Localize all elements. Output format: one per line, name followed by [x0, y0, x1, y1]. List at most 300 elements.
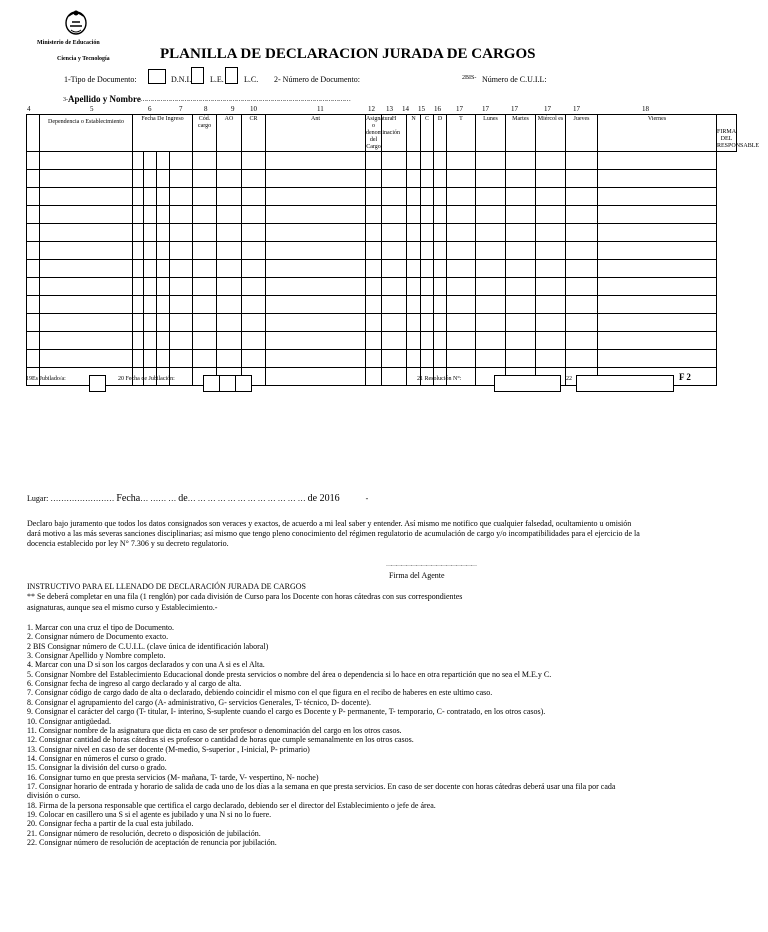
table-cell[interactable]	[421, 188, 434, 206]
table-cell[interactable]	[566, 278, 598, 296]
table-cell[interactable]	[170, 260, 193, 278]
instruction-item: 18. Firma de la persona responsable que certifica el cargo declarado, debiendo ser el director del Establecimiento o jefe de área.	[27, 800, 436, 810]
table-cell[interactable]	[536, 260, 566, 278]
lc-label: L.C.	[244, 75, 259, 84]
table-cell[interactable]	[407, 170, 421, 188]
dni-checkbox[interactable]	[191, 67, 204, 84]
table-cell[interactable]	[421, 152, 434, 170]
table-cell[interactable]	[366, 314, 382, 332]
table-cell[interactable]	[434, 278, 447, 296]
table-cell[interactable]	[598, 278, 717, 296]
le-checkbox[interactable]	[225, 67, 238, 84]
table-cell[interactable]	[536, 296, 566, 314]
table-cell[interactable]	[40, 278, 133, 296]
table-cell[interactable]	[133, 224, 144, 242]
table-cell[interactable]	[266, 296, 366, 314]
instruction-item: 2 BIS Consignar número de C.U.I.L. (clave única de identificación laboral)	[27, 641, 269, 651]
table-cell[interactable]	[447, 188, 476, 206]
table-cell[interactable]	[506, 188, 536, 206]
table-cell[interactable]	[170, 314, 193, 332]
table-cell[interactable]	[157, 260, 170, 278]
table-cell[interactable]	[421, 350, 434, 368]
table-cell[interactable]	[193, 296, 217, 314]
table-cell[interactable]	[144, 242, 157, 260]
table-cell[interactable]	[382, 260, 407, 278]
table-cell[interactable]	[27, 224, 40, 242]
table-cell[interactable]	[217, 296, 242, 314]
table-cell[interactable]	[193, 188, 217, 206]
table-cell[interactable]	[27, 314, 40, 332]
col-num: 17	[544, 105, 551, 113]
table-cell[interactable]	[217, 332, 242, 350]
doc-type-box[interactable]	[148, 69, 166, 84]
table-cell[interactable]	[382, 368, 407, 386]
table-cell[interactable]	[536, 314, 566, 332]
table-cell[interactable]	[447, 350, 476, 368]
table-cell[interactable]	[242, 260, 266, 278]
instruction-item: 5. Consignar Nombre del Establecimiento Educacional donde presta servicios o nombre del área o dependencia si lo hace en otra repartición que no sea el M.E.y C.	[27, 669, 552, 679]
table-cell[interactable]	[421, 206, 434, 224]
table-cell[interactable]	[598, 224, 717, 242]
table-cell[interactable]	[266, 152, 366, 170]
table-cell[interactable]	[506, 224, 536, 242]
table-cell[interactable]	[133, 332, 144, 350]
table-cell[interactable]	[536, 350, 566, 368]
table-cell[interactable]	[506, 296, 536, 314]
table-cell[interactable]	[407, 260, 421, 278]
table-cell[interactable]	[144, 332, 157, 350]
table-cell[interactable]	[170, 224, 193, 242]
table-cell[interactable]	[193, 332, 217, 350]
name-field[interactable]: ……………………………………………………………………………………………	[140, 95, 350, 103]
table-cell[interactable]	[598, 188, 717, 206]
table-cell[interactable]	[434, 188, 447, 206]
table-cell[interactable]	[266, 206, 366, 224]
table-cell[interactable]	[476, 350, 506, 368]
col-num: 13	[386, 105, 393, 113]
table-cell[interactable]	[40, 350, 133, 368]
table-cell[interactable]	[566, 350, 598, 368]
table-cell[interactable]	[157, 296, 170, 314]
header-cod: Cód. cargo	[193, 115, 217, 152]
jubilado-box[interactable]	[89, 375, 106, 392]
table-cell[interactable]	[407, 296, 421, 314]
table-cell[interactable]	[366, 242, 382, 260]
header-cr: CR	[242, 115, 266, 152]
table-cell[interactable]	[217, 260, 242, 278]
table-cell[interactable]	[421, 242, 434, 260]
table-cell[interactable]	[133, 260, 144, 278]
table-cell[interactable]	[407, 152, 421, 170]
table-cell[interactable]	[476, 188, 506, 206]
table-cell[interactable]	[598, 242, 717, 260]
table-cell[interactable]	[407, 188, 421, 206]
table-cell[interactable]	[421, 314, 434, 332]
table-cell[interactable]	[536, 224, 566, 242]
table-cell[interactable]	[476, 206, 506, 224]
fecha-jub-box-year[interactable]	[235, 375, 252, 392]
declaration-line: dará motivo a las más severas sanciones disciplinarias; así mismo que tengo pleno conocimiento del régimen regulatorio de acumulación de cargo y/o incompatibilidades para el ejercicio de la	[27, 529, 640, 538]
table-row	[27, 170, 737, 188]
table-cell[interactable]	[144, 260, 157, 278]
table-cell[interactable]	[447, 278, 476, 296]
table-cell[interactable]	[27, 152, 40, 170]
table-cell[interactable]	[40, 224, 133, 242]
table-cell[interactable]	[193, 278, 217, 296]
table-cell[interactable]	[382, 350, 407, 368]
table-cell[interactable]	[217, 206, 242, 224]
table-cell[interactable]	[536, 206, 566, 224]
table-cell[interactable]	[157, 314, 170, 332]
table-cell[interactable]	[266, 278, 366, 296]
table-cell[interactable]	[536, 188, 566, 206]
table-cell[interactable]	[598, 332, 717, 350]
table-cell[interactable]	[382, 188, 407, 206]
table-cell[interactable]	[566, 152, 598, 170]
table-cell[interactable]	[170, 188, 193, 206]
table-cell[interactable]	[434, 206, 447, 224]
table-cell[interactable]	[27, 206, 40, 224]
table-cell[interactable]	[144, 206, 157, 224]
table-cell[interactable]	[566, 332, 598, 350]
table-cell[interactable]	[536, 278, 566, 296]
table-cell[interactable]	[434, 332, 447, 350]
table-cell[interactable]	[566, 188, 598, 206]
table-cell[interactable]	[421, 278, 434, 296]
table-cell[interactable]	[447, 152, 476, 170]
table-cell[interactable]	[157, 332, 170, 350]
table-cell[interactable]	[170, 170, 193, 188]
table-cell[interactable]	[170, 242, 193, 260]
table-cell[interactable]	[434, 314, 447, 332]
table-cell[interactable]	[170, 350, 193, 368]
table-cell[interactable]	[133, 296, 144, 314]
table-cell[interactable]	[447, 242, 476, 260]
table-cell[interactable]	[144, 296, 157, 314]
table-cell[interactable]	[144, 314, 157, 332]
table-cell[interactable]	[506, 170, 536, 188]
table-cell[interactable]	[217, 314, 242, 332]
table-cell[interactable]	[40, 314, 133, 332]
table-cell[interactable]	[193, 314, 217, 332]
table-cell[interactable]	[407, 224, 421, 242]
table-cell[interactable]	[366, 368, 382, 386]
table-cell[interactable]	[366, 296, 382, 314]
table-cell[interactable]	[434, 350, 447, 368]
table-cell[interactable]	[366, 332, 382, 350]
table-cell[interactable]	[144, 224, 157, 242]
table-cell[interactable]	[506, 332, 536, 350]
table-cell[interactable]	[27, 260, 40, 278]
table-cell[interactable]	[133, 242, 144, 260]
table-cell[interactable]	[242, 152, 266, 170]
table-cell[interactable]	[242, 350, 266, 368]
table-cell[interactable]	[598, 206, 717, 224]
instructions-title: INSTRUCTIVO PARA EL LLENADO DE DECLARACIÓN JURADA DE CARGOS	[27, 582, 306, 591]
table-cell[interactable]	[40, 206, 133, 224]
table-cell[interactable]	[266, 314, 366, 332]
dni-label: D.N.I.	[171, 75, 192, 84]
table-cell[interactable]	[170, 296, 193, 314]
table-cell[interactable]	[27, 350, 40, 368]
table-cell[interactable]	[133, 350, 144, 368]
header-n: N	[407, 115, 421, 152]
resolucion-box[interactable]	[494, 375, 561, 392]
table-cell[interactable]	[366, 278, 382, 296]
table-cell[interactable]	[242, 206, 266, 224]
table-cell[interactable]	[476, 170, 506, 188]
table-cell[interactable]	[407, 242, 421, 260]
table-cell[interactable]	[407, 206, 421, 224]
table-cell[interactable]	[217, 152, 242, 170]
table-cell[interactable]	[566, 206, 598, 224]
table-cell[interactable]	[598, 314, 717, 332]
header-t: T	[447, 115, 476, 152]
table-cell[interactable]	[447, 296, 476, 314]
table-cell[interactable]	[193, 206, 217, 224]
table-cell[interactable]	[366, 260, 382, 278]
table-cell[interactable]	[382, 206, 407, 224]
table-cell[interactable]	[407, 278, 421, 296]
table-cell[interactable]	[598, 152, 717, 170]
table-cell[interactable]	[382, 224, 407, 242]
table-cell[interactable]	[266, 224, 366, 242]
table-cell[interactable]	[447, 224, 476, 242]
table-cell[interactable]	[133, 170, 144, 188]
table-cell[interactable]	[144, 188, 157, 206]
table-cell[interactable]	[242, 314, 266, 332]
table-row	[27, 242, 737, 260]
table-row	[27, 332, 737, 350]
table-cell[interactable]	[447, 260, 476, 278]
table-cell[interactable]	[506, 206, 536, 224]
table-cell[interactable]	[40, 170, 133, 188]
table-cell[interactable]	[144, 350, 157, 368]
table-cell[interactable]	[434, 152, 447, 170]
table-cell[interactable]	[170, 206, 193, 224]
table-cell[interactable]	[157, 242, 170, 260]
table-row	[27, 350, 737, 368]
fecha-day-field[interactable]: … …… …	[140, 494, 177, 503]
table-cell[interactable]	[434, 170, 447, 188]
table-cell[interactable]	[476, 152, 506, 170]
table-row	[27, 260, 737, 278]
table-cell[interactable]	[506, 242, 536, 260]
table-cell[interactable]	[27, 332, 40, 350]
table-cell[interactable]	[40, 260, 133, 278]
fecha-jub-box-month[interactable]	[219, 375, 236, 392]
table-cell[interactable]	[193, 242, 217, 260]
table-cell[interactable]	[40, 188, 133, 206]
table-cell[interactable]	[193, 350, 217, 368]
table-cell[interactable]	[598, 260, 717, 278]
table-cell[interactable]	[217, 224, 242, 242]
table-cell[interactable]	[157, 188, 170, 206]
table-cell[interactable]	[157, 224, 170, 242]
table-cell[interactable]	[193, 152, 217, 170]
table-cell[interactable]	[40, 152, 133, 170]
fecha-jub-box-day[interactable]	[203, 375, 220, 392]
table-cell[interactable]	[366, 170, 382, 188]
table-cell[interactable]	[27, 242, 40, 260]
table-cell[interactable]	[476, 278, 506, 296]
declaration-text	[27, 519, 640, 549]
table-cell[interactable]	[366, 224, 382, 242]
col-num: 18	[642, 105, 649, 113]
table-cell[interactable]	[382, 170, 407, 188]
table-cell[interactable]	[447, 170, 476, 188]
table-cell[interactable]	[366, 350, 382, 368]
header-fecha: Fecha De Ingreso	[133, 115, 193, 152]
table-cell[interactable]	[157, 350, 170, 368]
table-cell[interactable]	[266, 332, 366, 350]
table-cell[interactable]	[40, 296, 133, 314]
table-cell[interactable]	[434, 260, 447, 278]
header-asignatura: Asignatura o denominación del Cargo	[366, 116, 401, 150]
table-cell[interactable]	[536, 332, 566, 350]
table-cell[interactable]	[407, 350, 421, 368]
table-cell[interactable]	[266, 188, 366, 206]
n22-box[interactable]	[576, 375, 674, 392]
table-cell[interactable]	[536, 152, 566, 170]
table-cell[interactable]	[266, 368, 366, 386]
table-cell[interactable]	[476, 332, 506, 350]
table-row	[27, 206, 737, 224]
table-cell[interactable]	[133, 278, 144, 296]
table-row	[27, 188, 737, 206]
table-cell[interactable]	[598, 350, 717, 368]
table-cell[interactable]	[266, 242, 366, 260]
table-cell[interactable]	[476, 296, 506, 314]
name-label: Apellido y Nombre	[68, 94, 141, 104]
table-cell[interactable]	[144, 152, 157, 170]
table-cell[interactable]	[144, 170, 157, 188]
table-cell[interactable]	[506, 260, 536, 278]
table-cell[interactable]	[382, 314, 407, 332]
table-cell[interactable]	[157, 152, 170, 170]
table-cell[interactable]	[536, 170, 566, 188]
table-cell[interactable]	[27, 296, 40, 314]
table-cell[interactable]	[566, 260, 598, 278]
table-cell[interactable]	[407, 332, 421, 350]
table-cell[interactable]	[217, 170, 242, 188]
table-cell[interactable]	[266, 260, 366, 278]
table-cell[interactable]	[40, 332, 133, 350]
table-cell[interactable]	[27, 278, 40, 296]
table-cell[interactable]	[170, 332, 193, 350]
table-cell[interactable]	[447, 314, 476, 332]
table-cell[interactable]	[366, 152, 382, 170]
year-label: de 2016	[307, 493, 340, 504]
table-cell[interactable]	[421, 170, 434, 188]
table-cell[interactable]	[476, 224, 506, 242]
table-cell[interactable]	[157, 206, 170, 224]
table-cell[interactable]	[193, 260, 217, 278]
table-cell[interactable]	[598, 170, 717, 188]
table-cell[interactable]	[382, 242, 407, 260]
table-cell[interactable]	[506, 314, 536, 332]
table-cell[interactable]	[566, 314, 598, 332]
table-cell[interactable]	[598, 296, 717, 314]
table-cell[interactable]	[434, 296, 447, 314]
table-cell[interactable]	[217, 278, 242, 296]
table-cell[interactable]	[157, 278, 170, 296]
fecha-month-field[interactable]: … … … … … … … … … … … …	[187, 494, 306, 503]
table-cell[interactable]	[566, 296, 598, 314]
instruction-item: 6. Consignar fecha de ingreso al cargo declarado y al cargo de alta.	[27, 679, 242, 689]
table-cell[interactable]	[242, 296, 266, 314]
table-cell[interactable]	[506, 152, 536, 170]
cargos-table	[26, 114, 760, 386]
ministry-seal-icon	[63, 8, 89, 36]
table-cell[interactable]	[421, 332, 434, 350]
table-cell[interactable]	[382, 332, 407, 350]
table-cell[interactable]	[144, 278, 157, 296]
table-cell[interactable]	[40, 242, 133, 260]
col-num: 9	[231, 105, 235, 113]
table-cell[interactable]	[382, 278, 407, 296]
table-cell[interactable]	[133, 188, 144, 206]
table-cell[interactable]	[407, 314, 421, 332]
table-cell[interactable]	[506, 350, 536, 368]
table-cell[interactable]	[242, 170, 266, 188]
table-cell[interactable]	[242, 332, 266, 350]
table-cell[interactable]	[170, 152, 193, 170]
table-cell[interactable]	[217, 350, 242, 368]
table-cell[interactable]	[242, 278, 266, 296]
table-cell[interactable]	[566, 224, 598, 242]
table-cell[interactable]	[242, 224, 266, 242]
table-cell[interactable]	[366, 206, 382, 224]
table-cell[interactable]	[536, 242, 566, 260]
instruction-item: 21. Consignar número de resolución, decreto o disposición de jubilación.	[27, 828, 261, 838]
table-cell[interactable]	[434, 242, 447, 260]
table-cell[interactable]	[170, 278, 193, 296]
table-cell[interactable]	[476, 314, 506, 332]
table-cell[interactable]	[421, 296, 434, 314]
table-cell[interactable]	[133, 152, 144, 170]
instruction-item: 22. Consignar número de resolución de aceptación de renuncia por jubilación.	[27, 838, 277, 848]
table-cell[interactable]	[447, 332, 476, 350]
header-h: H	[382, 115, 407, 152]
table-cell[interactable]	[193, 224, 217, 242]
table-cell[interactable]	[421, 224, 434, 242]
table-cell[interactable]	[27, 188, 40, 206]
table-cell[interactable]	[434, 224, 447, 242]
table-cell[interactable]	[242, 188, 266, 206]
table-cell[interactable]	[133, 206, 144, 224]
table-cell[interactable]	[242, 242, 266, 260]
table-cell[interactable]	[566, 242, 598, 260]
table-cell[interactable]	[506, 278, 536, 296]
table-cell[interactable]	[366, 188, 382, 206]
table-cell[interactable]	[266, 170, 366, 188]
table-cell[interactable]	[193, 170, 217, 188]
table-cell[interactable]	[566, 170, 598, 188]
table-cell[interactable]	[217, 242, 242, 260]
table-cell[interactable]	[476, 242, 506, 260]
table-cell[interactable]	[421, 260, 434, 278]
table-cell[interactable]	[133, 314, 144, 332]
table-cell[interactable]	[27, 170, 40, 188]
table-cell[interactable]	[217, 188, 242, 206]
table-cell[interactable]	[157, 170, 170, 188]
table-cell[interactable]	[266, 350, 366, 368]
table-cell[interactable]	[447, 206, 476, 224]
table-cell[interactable]	[476, 260, 506, 278]
table-cell[interactable]	[382, 152, 407, 170]
table-cell[interactable]	[382, 296, 407, 314]
